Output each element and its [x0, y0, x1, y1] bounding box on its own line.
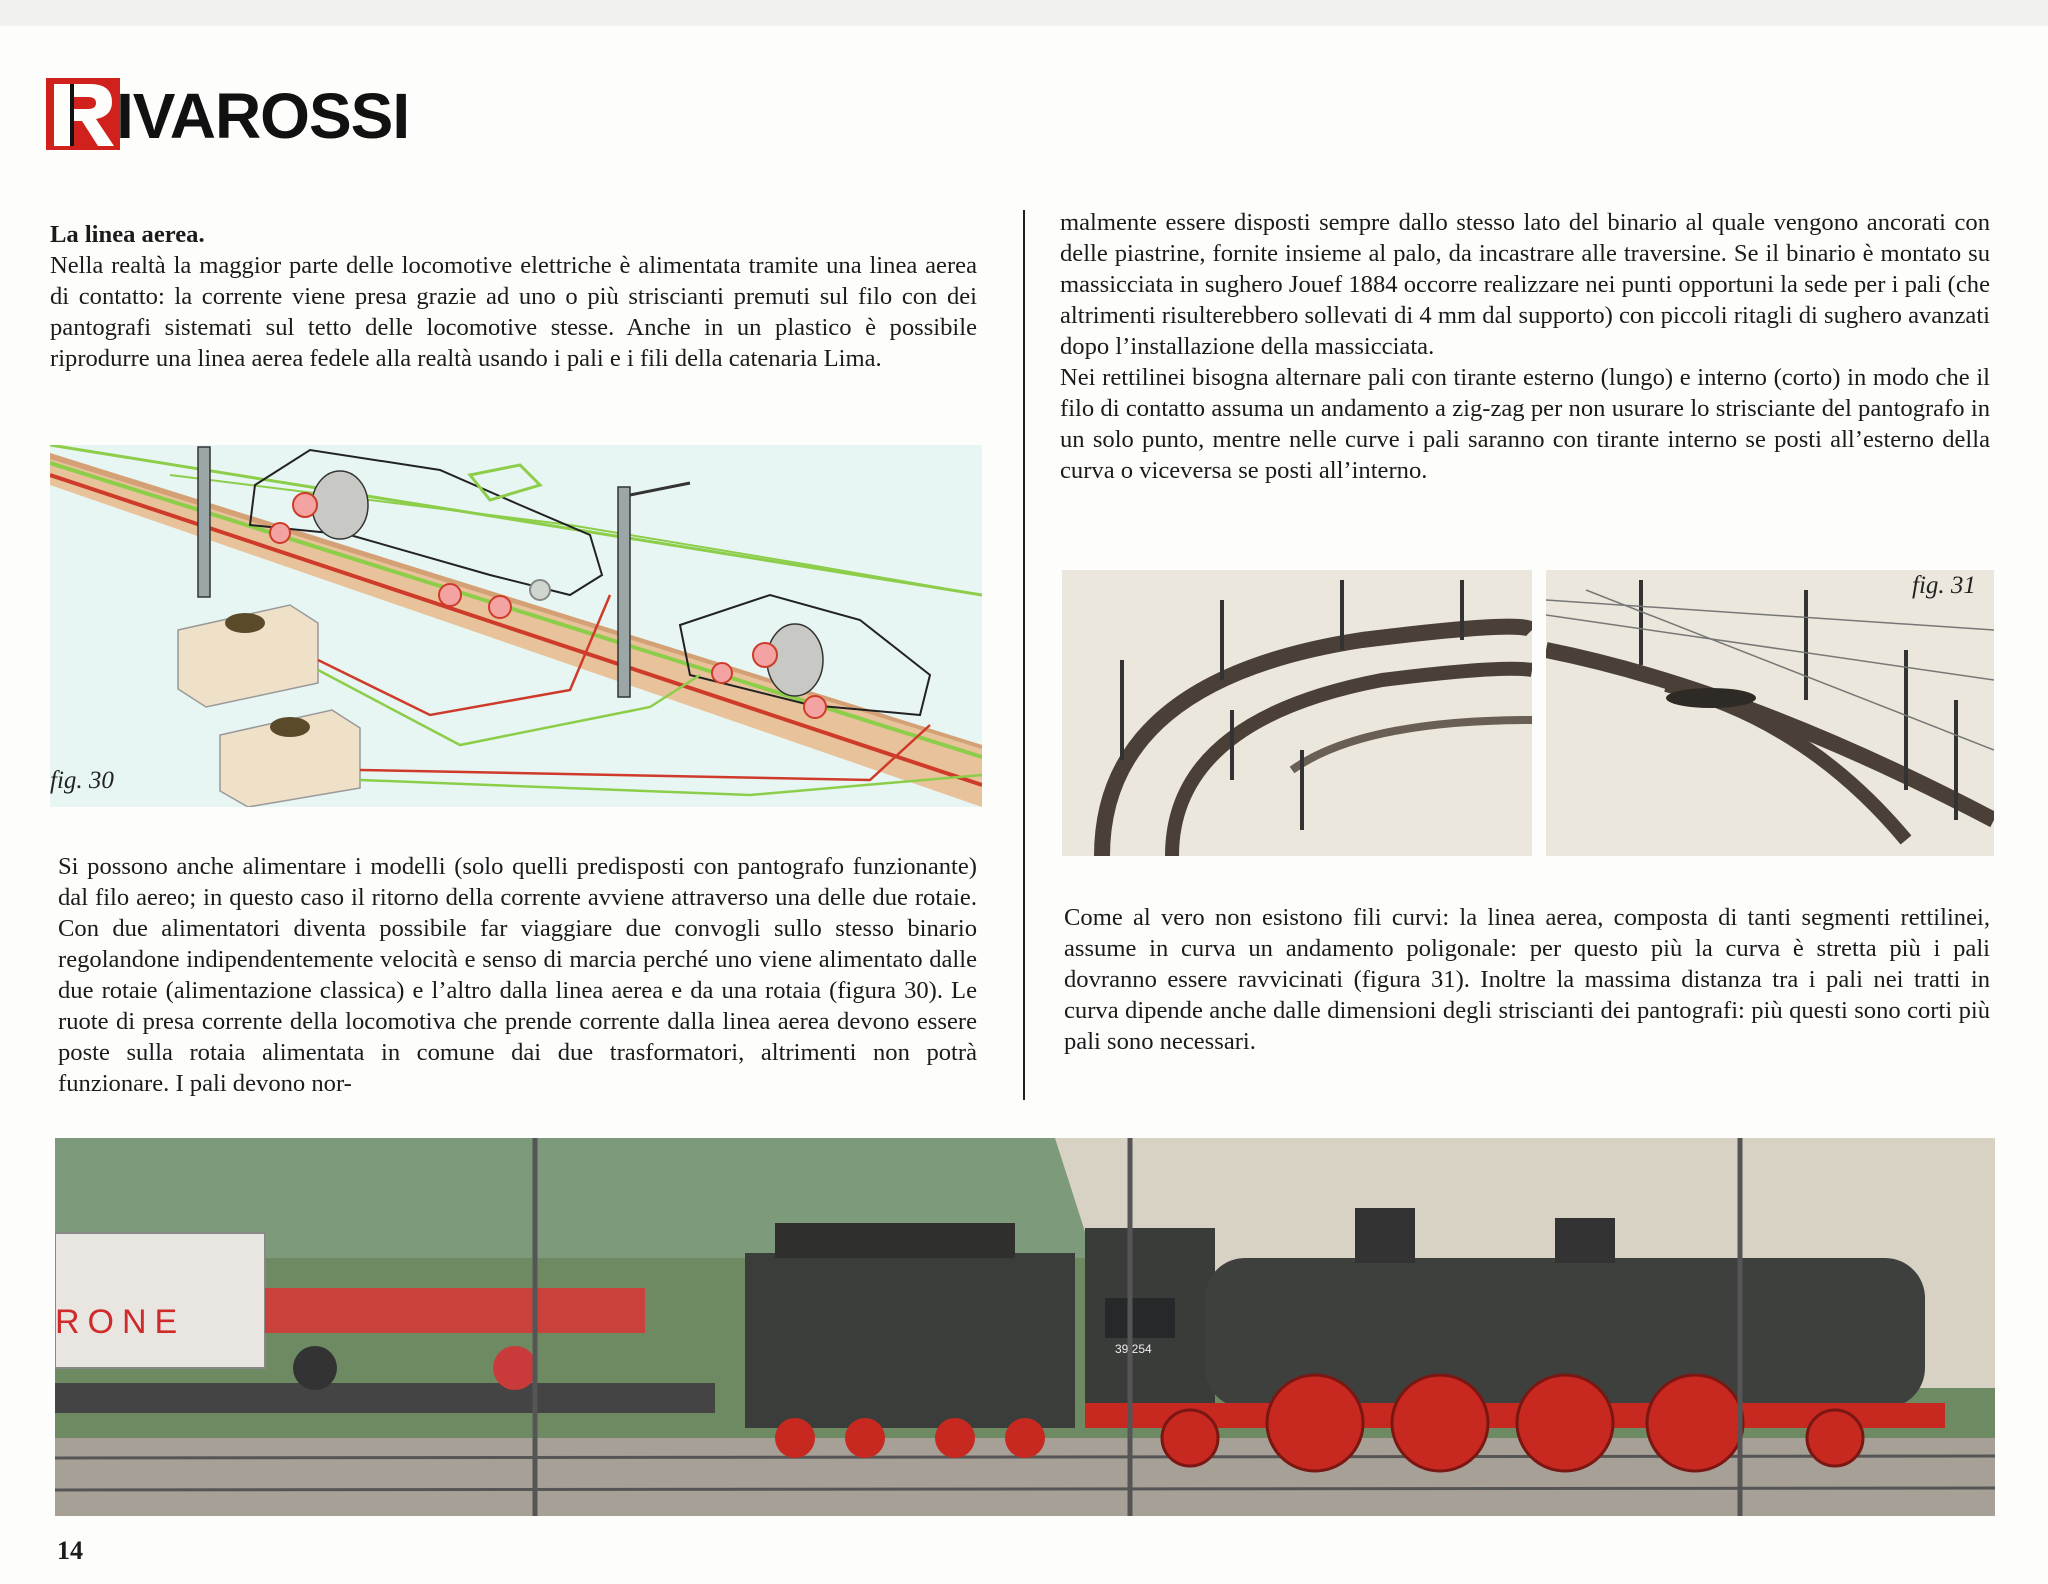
curved-track-photo — [1062, 570, 1532, 856]
straight-track-photo — [1546, 570, 1994, 856]
column-divider — [1023, 210, 1025, 1100]
paragraph: Nella realtà la maggior parte delle locomotive elettriche è alimentata tramite una linea aerea di contatto: la corrente viene presa grazie ad uno o più striscianti premuti sul filo con dei pantografi sistemati sul tetto delle locomotive stesse. Anche in un plastico è possibile riprodurre una linea aerea fedele alla realtà usando i pali e i fili della catenaria Lima. — [50, 252, 977, 372]
wagon-lettering: RONE — [55, 1303, 186, 1341]
left-column-continued — [58, 851, 977, 1099]
scan-top-band — [0, 0, 2048, 26]
figure-31-photo-straight — [1546, 570, 1994, 856]
figure-31-caption: fig. 31 — [1912, 572, 1976, 599]
right-column-top — [1060, 207, 1990, 486]
figure-30-caption: fig. 30 — [50, 767, 114, 794]
section-heading: La linea aerea. — [50, 221, 205, 248]
rivarossi-logo — [46, 78, 446, 150]
paragraph: Come al vero non esistono fili curvi: la linea aerea, composta di tanti segmenti rettilinei, assume in curva un andamento poligonale: per questo più la curva è stretta più i pali dovranno essere ravvicinati (figura 31). Inoltre la massima distanza tra i pali nei tratti in curva dipende anche dalle dimensioni degli striscianti dei pantografi: più questi sono corti più pali sono necessari. — [1064, 904, 1990, 1055]
page-number: 14 — [57, 1536, 83, 1565]
paragraph: Nei rettilinei bisogna alternare pali con tirante esterno (lungo) e interno (corto) in modo che il filo di contatto assuma un andamento a zig-zag per non usurare lo strisciante del pantografo in un solo punto, mentre nelle curve i pali saranno con tirante interno se posti all’esterno della curva o viceversa se posti all’interno. — [1060, 364, 1990, 484]
catenary-wiring-diagram — [50, 445, 982, 807]
paragraph: Si possono anche alimentare i modelli (solo quelli predisposti con pantografo funzionante) dal filo aereo; in questo caso il ritorno della corrente avviene attraverso una delle due rotaie. Con due alimentatori diventa possibile far viaggiare due convogli sullo stesso binario regolandone indipendentemente velocità e senso di marcia perché uno viene alimentato dalle due rotaie (alimentazione classica) e l’altro dalla linea aerea e da una rotaia (figura 30). Le ruote di presa corrente della locomotiva che prende corrente dalla linea aerea devono essere poste sulla rotaia alimentata in comune dai due trasformatori, altrimenti non potrà funzionare. I pali devono nor- — [58, 853, 977, 1097]
logo-word: IVAROSSI — [116, 80, 410, 152]
logo-r-mark — [46, 78, 120, 150]
left-column-intro — [50, 219, 977, 374]
loco-number: 39 254 — [1115, 1342, 1152, 1356]
steam-locomotive-photo — [55, 1138, 1995, 1516]
figure-30-diagram — [50, 445, 982, 807]
paragraph: malmente essere disposti sempre dallo stesso lato del binario al quale vengono ancorati con delle piastrine, fornite insieme al palo, da incastrare alle traversine. Se il binario è montato su massicciata in sughero Jouef 1884 occorre realizzare nei punti opportuni la sede per i pali (che altrimenti risulterebbero sollevati di 4 mm dal supporto) con piccoli ritagli di sughero avanzati dopo l’installazione della massicciata. — [1060, 209, 1990, 360]
right-column-bottom — [1064, 902, 1990, 1057]
steam-train-illustration — [55, 1138, 1995, 1516]
figure-31-photo-curve — [1062, 570, 1532, 856]
